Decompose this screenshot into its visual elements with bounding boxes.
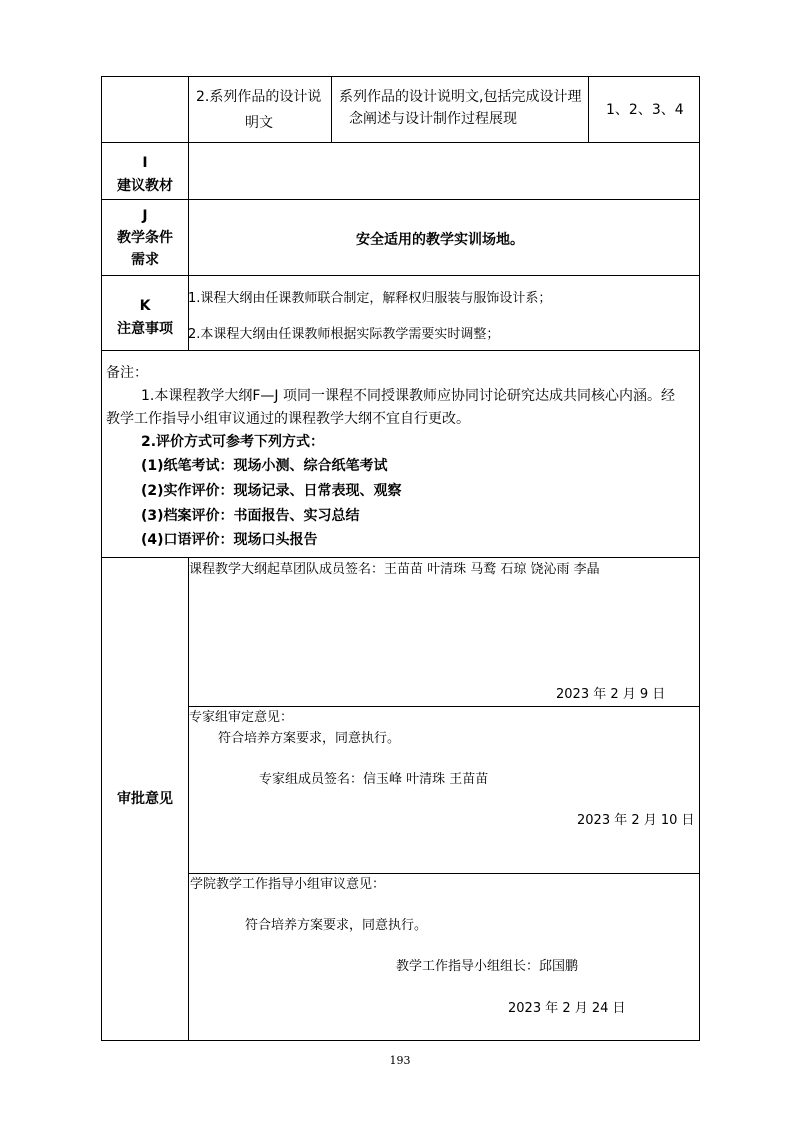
- expert-title: 专家组审定意见：: [189, 710, 294, 725]
- section-j-label-line2: 需求: [131, 252, 159, 268]
- column-divider: [588, 76, 589, 143]
- desc-cell-line1: 系列作品的设计说明文,包括完成设计理: [339, 89, 582, 105]
- refs-cell: 1、2、3、4: [606, 102, 684, 118]
- section-i-letter: I: [142, 155, 148, 171]
- desc-cell-line2: 念阐述与设计制作过程展现: [349, 111, 517, 127]
- evaluation-method: (1)纸笔考试：现场小测、综合纸笔考试: [141, 458, 388, 474]
- row-divider: [101, 350, 700, 351]
- drafting-date: 2023 年 2 月 9 日: [556, 687, 666, 702]
- section-j-label-line1: 教学条件: [117, 230, 173, 246]
- table-right-border: [699, 76, 700, 1041]
- expert-opinion: 符合培养方案要求，同意执行。: [218, 731, 401, 746]
- table-top-border: [101, 76, 700, 77]
- row-divider: [101, 557, 700, 558]
- section-k-item: 1.课程大纲由任课教师联合制定，解释权归服装与服饰设计系；: [188, 291, 552, 306]
- remarks-paragraph-2: 2.评价方式可参考下列方式：: [141, 434, 325, 450]
- section-k-item: 2.本课程大纲由任课教师根据实际教学需要实时调整；: [188, 327, 500, 342]
- college-opinion: 符合培养方案要求，同意执行。: [245, 918, 428, 933]
- drafting-signatures: 课程教学大纲起草团队成员签名：王苗苗 叶清珠 马鹜 石琼 饶沁雨 李晶: [189, 562, 600, 577]
- approval-divider: [188, 873, 700, 874]
- item-cell-line1: 2.系列作品的设计说: [196, 89, 322, 105]
- evaluation-method: (4)口语评价：现场口头报告: [141, 532, 318, 548]
- column-divider: [331, 76, 332, 143]
- section-j-content: 安全适用的教学实训场地。: [356, 232, 524, 248]
- college-date: 2023 年 2 月 24 日: [508, 1001, 626, 1016]
- section-k-label: 注意事项: [117, 321, 173, 337]
- row-divider: [101, 142, 700, 143]
- college-signature: 教学工作指导小组组长：邱国鹏: [396, 959, 579, 974]
- item-cell-line2: 明文: [245, 115, 273, 131]
- college-title: 学院教学工作指导小组审议意见：: [190, 877, 386, 892]
- row-divider: [101, 199, 700, 200]
- section-i-label: 建议教材: [117, 178, 173, 194]
- section-k-letter: K: [139, 298, 151, 314]
- page-number: 193: [389, 1054, 411, 1067]
- evaluation-method: (2)实作评价：现场记录、日常表现、观察: [141, 483, 402, 499]
- approval-label: 审批意见: [117, 791, 173, 807]
- expert-signature: 专家组成员签名：信玉峰 叶清珠 王苗苗: [259, 772, 489, 787]
- remarks-paragraph-1-line2: 教学工作指导小组审议通过的课程教学大纲不宜自行更改。: [106, 411, 470, 427]
- row-divider: [101, 275, 700, 276]
- evaluation-method: (3)档案评价：书面报告、实习总结: [141, 508, 360, 524]
- approval-divider: [188, 706, 700, 707]
- remarks-title: 备注：: [106, 365, 148, 381]
- table-bottom-border: [101, 1040, 700, 1041]
- remarks-paragraph-1-line1: 1.本课程教学大纲F—J 项同一课程不同授课教师应协同讨论研究达成共同核心内涵。经: [141, 388, 675, 404]
- expert-date: 2023 年 2 月 10 日: [577, 813, 695, 828]
- section-j-letter: J: [142, 208, 148, 224]
